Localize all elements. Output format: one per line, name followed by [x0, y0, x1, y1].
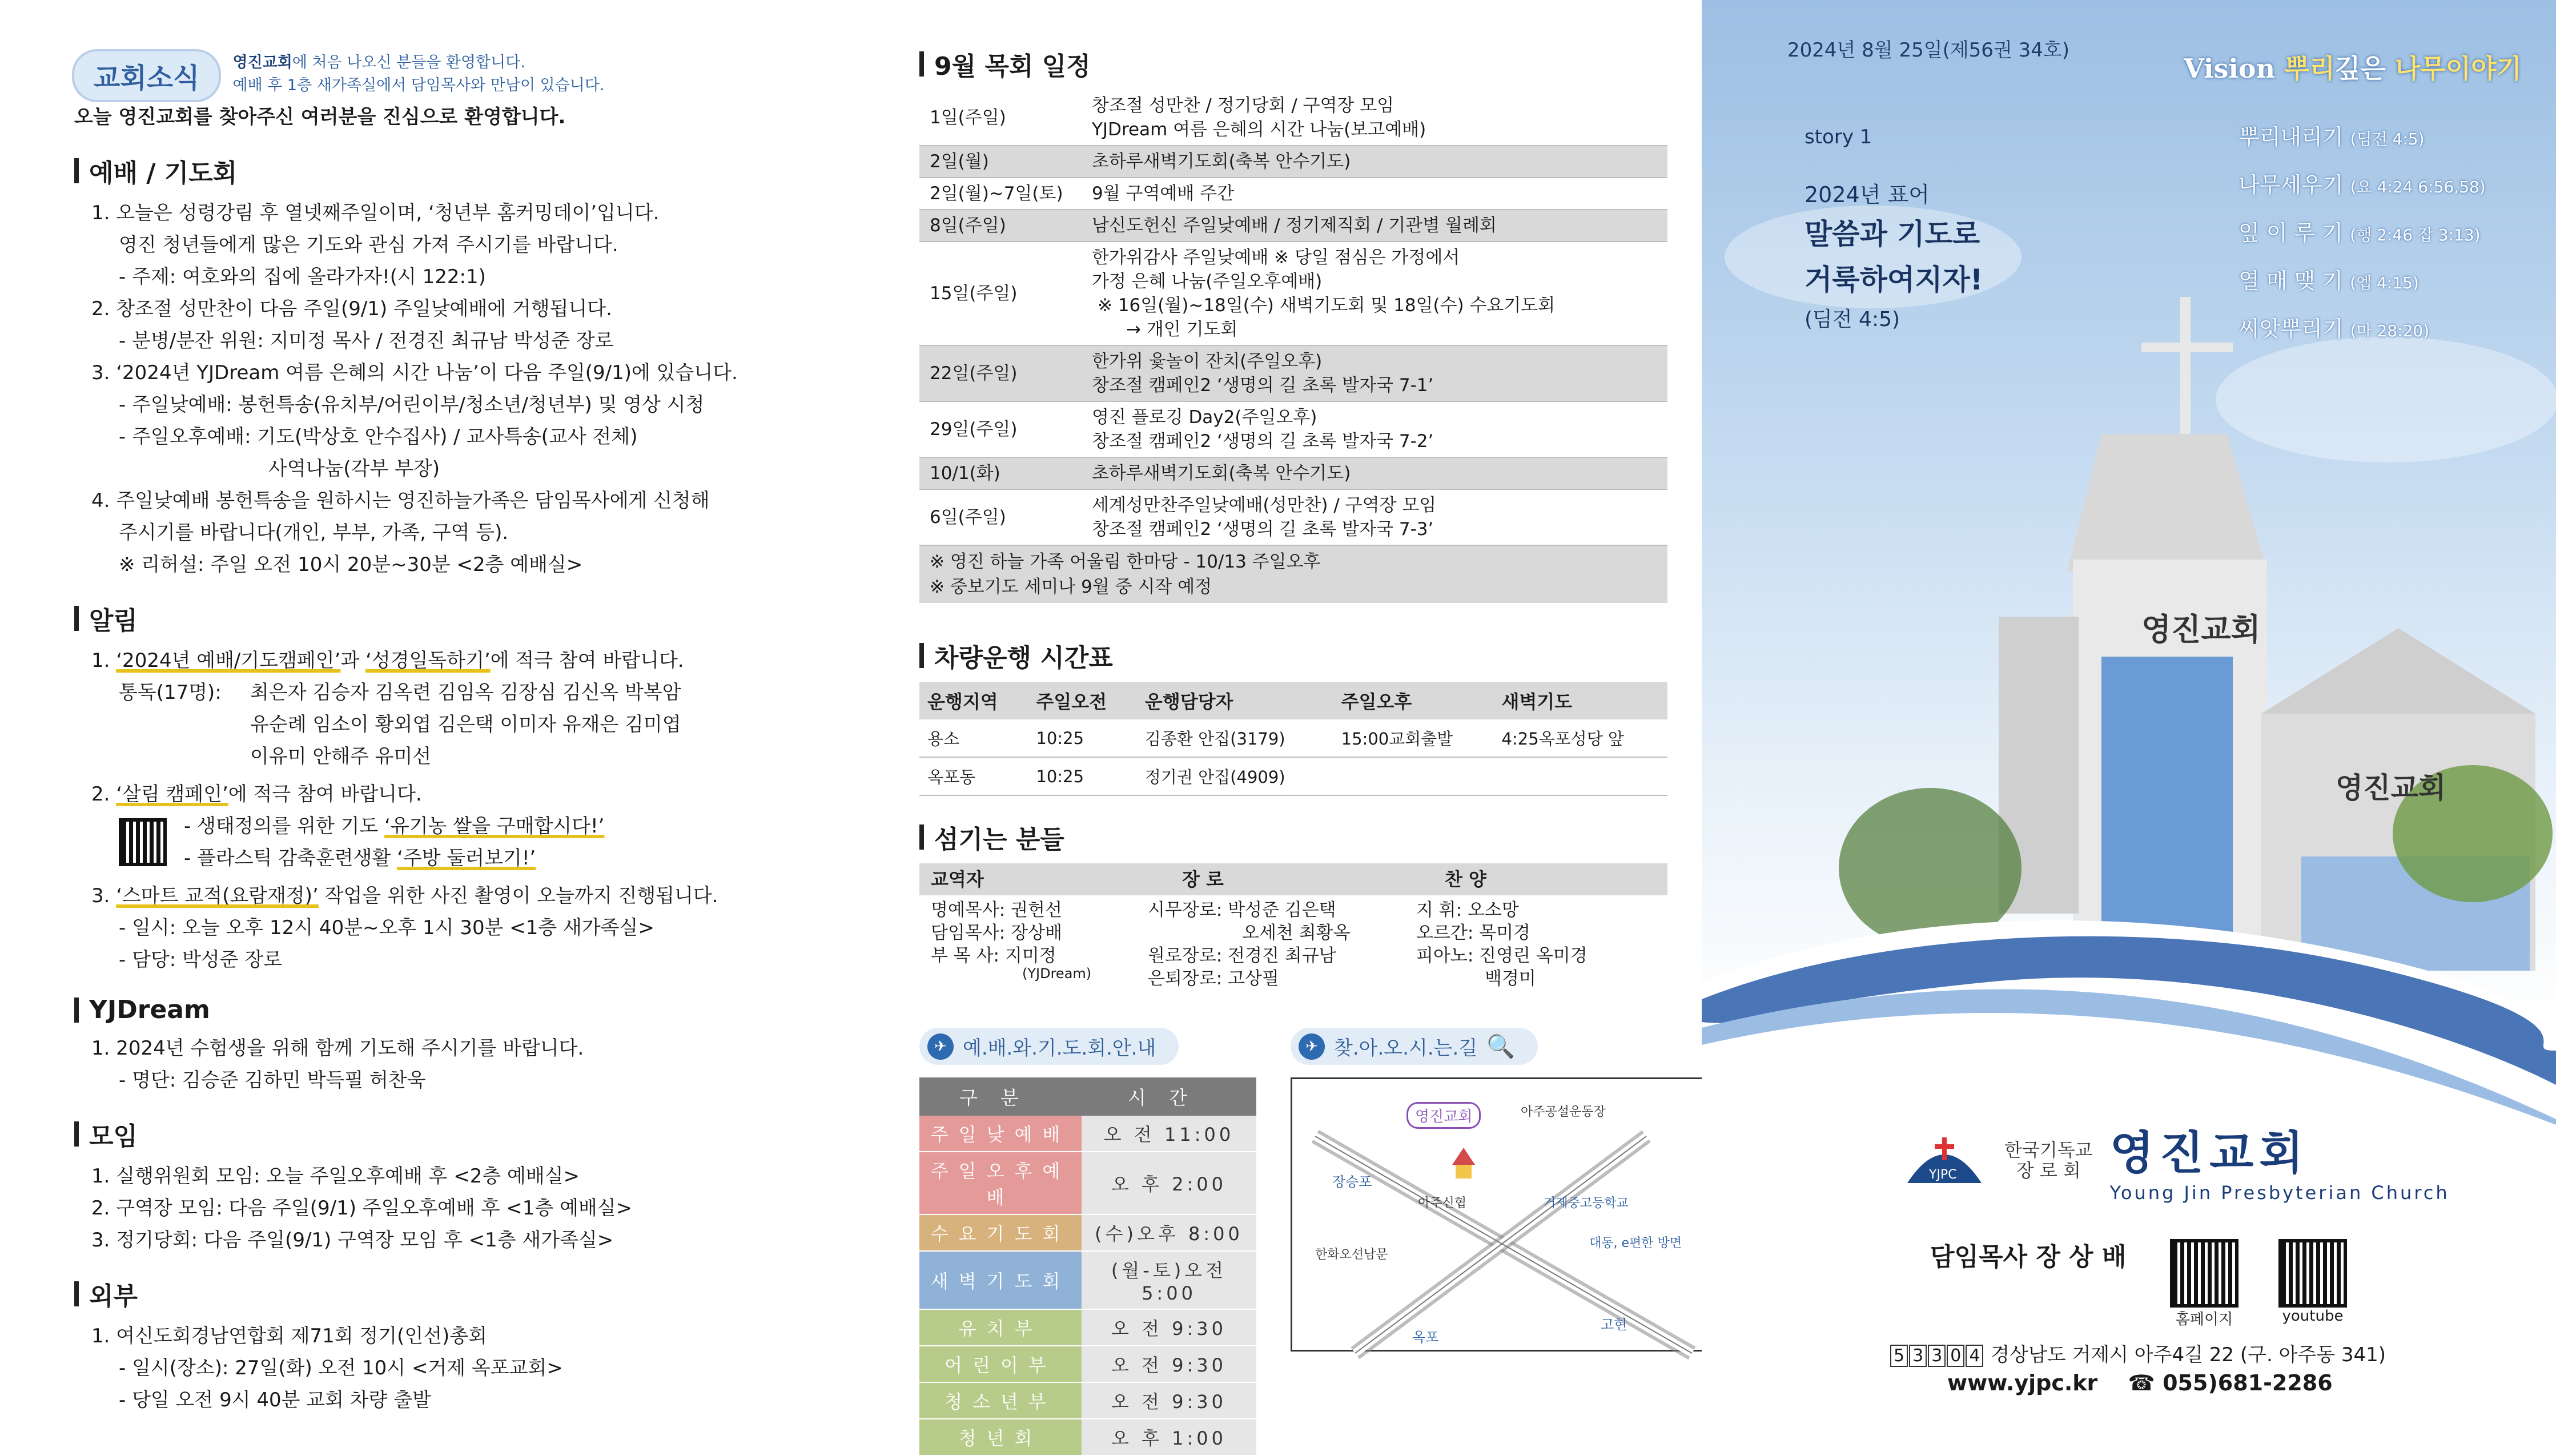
address-text: 경상남도 거제시 아주4길 22 (구. 아주동 341)	[1984, 1344, 2386, 1366]
schedule-event: ※ 16일(월)~18일(수) 새벽기도회 및 18일(수) 수요기도회	[1098, 295, 1556, 316]
schedule-event: 한가위감사 주일낮예배 ※ 당일 점심은 가정에서	[1092, 247, 1460, 268]
schedule-events	[1085, 457, 1667, 489]
map-label: 대동, e편한 방면	[1589, 1236, 1682, 1250]
schedule-table	[919, 90, 1667, 546]
greeting: 오늘 영진교회를 찾아주신 여러분을 진심으로 환영합니다.	[74, 106, 566, 128]
wt-header: 구분	[919, 1077, 1082, 1116]
server-item: 백경미	[1485, 968, 1536, 989]
homepage-qr[interactable]	[2170, 1239, 2238, 1329]
meeting-line: 1. 실행위원회 모임: 오늘 주일오후예배 후 <2층 예배실>	[91, 1165, 580, 1188]
service-name: 새벽기도회	[919, 1251, 1082, 1309]
schedule-event: 창조절 캠페인2 ‘생명의 길 초록 발자국 7-1’	[1092, 375, 1434, 396]
middle-panel	[868, 0, 1702, 1449]
server-item: 오르간: 목미경	[1416, 923, 1530, 943]
qr-label: youtube	[2282, 1308, 2344, 1325]
schedule-event: 창조절 성만찬 / 정기당회 / 구역장 모임	[1092, 95, 1394, 116]
car-cell: 김종환 안집(3179)	[1137, 719, 1333, 757]
table-row	[919, 489, 1667, 545]
worship-line: - 주일오후예배: 기도(박상호 안수집사) / 교사특송(교사 전체)	[119, 425, 638, 448]
schedule-date: 29일(주일)	[919, 401, 1085, 457]
year-motto-label: 2024년 표어	[1805, 182, 1930, 207]
schedule-date: 10/1(화)	[919, 457, 1085, 489]
story-label: story 1	[1805, 126, 1872, 148]
phone-number: ☎ 055)681-2286	[2128, 1370, 2333, 1395]
news-item-1: 1. ‘2024년 예배/기도캠페인’과 ‘성경일독하기’에 적극 참여 바랍니다.	[91, 649, 684, 672]
publication-date: 2024년 8월 25일(제56권 34호)	[1787, 39, 2069, 62]
service-time: 오 전 9:30	[1082, 1346, 1256, 1382]
table-row	[919, 401, 1667, 457]
zip-digit: 5	[1890, 1345, 1908, 1367]
service-name: 청소년부	[919, 1382, 1082, 1419]
schedule-event: 초하루새벽기도회(축복 안수기도)	[1092, 463, 1351, 484]
schedule-event: YJDream 여름 은혜의 시간 나눔(보고예배)	[1092, 119, 1426, 140]
table-row	[919, 210, 1667, 242]
directions-map[interactable]	[1291, 1077, 1713, 1352]
welcome-message	[232, 51, 604, 97]
schedule-event: 세계성만찬주일낮예배(성만찬) / 구역장 모임	[1092, 495, 1437, 516]
motto-line-2: 거룩하여지자!	[1805, 263, 1983, 296]
worship-line: 영진 청년들에게 많은 기도와 관심 가져 주시기를 바랍니다.	[119, 234, 618, 256]
zip-digit: 0	[1947, 1345, 1964, 1367]
denomination: 한국기독교 장 로 회	[2004, 1139, 2093, 1181]
servers-block	[919, 863, 1667, 994]
schedule-title: 9월 목회 일정	[919, 46, 1667, 82]
logo-text: YJPC	[1929, 1167, 1957, 1182]
schedule-events	[1085, 242, 1667, 345]
bottom-info	[919, 1028, 1682, 1456]
table-row	[919, 1214, 1256, 1251]
church-logo	[1902, 1132, 1987, 1189]
table-row	[919, 1419, 1256, 1455]
schedule-events	[1085, 178, 1667, 210]
car-cell	[1333, 757, 1494, 795]
map-label: 아주신협	[1418, 1196, 1467, 1210]
news-item-2: 2. ‘살림 캠페인’에 적극 참여 바랍니다.	[91, 783, 422, 806]
car-table	[919, 682, 1667, 796]
news-item-3: 3. ‘스마트 교적(요람재정)’ 작업을 위한 사진 촬영이 오늘까지 진행됩니다.	[91, 884, 718, 907]
table-row	[919, 90, 1667, 146]
service-time: (월-토)오전 5:00	[1082, 1251, 1256, 1309]
news-item-3-sub: - 담당: 박성준 장로	[119, 948, 283, 971]
zip-digit: 3	[1928, 1345, 1946, 1367]
schedule-note: ※ 중보기도 세미나 9월 중 시작 예정	[930, 577, 1212, 597]
schedule-events	[1085, 401, 1667, 457]
yjdream-line: 1. 2024년 수험생을 위해 함께 기도해 주시기를 바랍니다.	[91, 1037, 584, 1060]
schedule-note: ※ 영진 하늘 가족 어울림 한마당 - 10/13 주일오후	[930, 552, 1321, 572]
car-header: 주일오후	[1333, 682, 1494, 719]
vision-item: 열 매 맺 기 (엡 4:15)	[2238, 268, 2419, 293]
servers-header: 장 로	[1182, 868, 1224, 890]
service-time: 오 전 9:30	[1082, 1382, 1256, 1419]
news-section-title: 알림	[74, 600, 822, 637]
motto-line-1: 말씀과 기도로	[1805, 218, 1980, 251]
worship-line: 1. 오늘은 성령강림 후 열넷째주일이며, ‘청년부 홈커밍데이’입니다.	[91, 202, 660, 224]
external-line: 1. 여신도회경남연합회 제71회 정기(인선)총회	[91, 1325, 488, 1348]
car-header: 운행담당자	[1137, 682, 1333, 719]
readers-names: 최은자 김승자 김옥련 김임옥 김장심 김신옥 박복암	[250, 681, 681, 704]
church-news-badge: 교회소식	[74, 51, 219, 100]
external-line: - 일시(장소): 27일(화) 오전 10시 <거제 옥포교회>	[119, 1357, 563, 1379]
car-cell: 옥포동	[919, 757, 1028, 795]
table-row	[919, 345, 1667, 401]
salim-line-2: - 플라스틱 감축훈련생활 ‘주방 둘러보기!’	[184, 847, 536, 870]
server-item: 은퇴장로: 고상필	[1148, 968, 1279, 989]
service-name: 주일낮예배	[919, 1116, 1082, 1152]
meeting-line: 3. 정기당회: 다음 주일(9/1) 구역장 모임 후 <1층 새가족실>	[91, 1229, 614, 1252]
service-time: 오 전 9:30	[1082, 1309, 1256, 1346]
table-row	[919, 1251, 1256, 1309]
senior-pastor: 담임목사 장 상 배	[1930, 1242, 2127, 1272]
worship-line: 4. 주일낮예배 봉헌특송을 원하시는 영진하늘가족은 담임목사에게 신청해	[91, 489, 710, 512]
servers-header: 교역자	[931, 868, 984, 890]
car-header: 운행지역	[919, 682, 1028, 719]
schedule-event: 남신도헌신 주일낮예배 / 정기제직회 / 기관별 월례회	[1092, 215, 1497, 236]
external-section-title: 외부	[74, 1276, 822, 1312]
readers-label: 통독(17명):	[119, 681, 222, 704]
church-name: 영진교회	[2109, 1127, 2309, 1180]
yjdream-line: - 명단: 김승준 김하민 박득필 허찬욱	[119, 1069, 426, 1092]
schedule-event: → 개인 기도회	[1126, 319, 1238, 340]
schedule-event: 창조절 캠페인2 ‘생명의 길 초록 발자국 7-2’	[1092, 431, 1434, 452]
church-identity	[1902, 1116, 2450, 1204]
church-name-en: Young Jin Presbyterian Church	[2109, 1182, 2450, 1204]
building-sign: 영진교회	[2141, 612, 2261, 647]
schedule-date: 2일(월)~7일(토)	[919, 178, 1085, 210]
schedule-event: 9월 구역예배 주간	[1092, 183, 1235, 204]
car-cell: 4:25옥포성당 앞	[1494, 719, 1667, 757]
plane-icon: ✈	[927, 1033, 954, 1060]
schedule-event: 영진 플로깅 Day2(주일오후)	[1092, 407, 1317, 428]
table-row	[919, 457, 1667, 489]
schedule-date: 6일(주일)	[919, 489, 1085, 545]
service-name: 어린이부	[919, 1346, 1082, 1382]
worship-line: - 주제: 여호와의 집에 올라가자!(시 122:1)	[119, 266, 486, 288]
meeting-line: 2. 구역장 모임: 다음 주일(9/1) 주일오후예배 후 <1층 예배실>	[91, 1197, 633, 1220]
server-item: 오세천 최황옥	[1242, 923, 1351, 943]
qr-code-icon[interactable]	[2170, 1239, 2238, 1308]
server-item: 명예목사: 권헌선	[931, 900, 1062, 920]
server-item: 시무장로: 박성준 김은택	[1148, 900, 1336, 920]
qr-code-icon[interactable]	[119, 818, 167, 866]
vision-roots-list	[2238, 114, 2486, 354]
salim-line-1: - 생태정의를 위한 기도 ‘유기농 쌀을 구매합시다!’	[184, 815, 605, 838]
yjdream-section-title: YJDream	[74, 995, 822, 1024]
worship-line: ※ 리허설: 주일 오전 10시 20분~30분 <2층 예배실>	[119, 553, 583, 576]
car-header: 새벽기도	[1494, 682, 1667, 719]
schedule-events	[1085, 90, 1667, 146]
worship-line: - 주일낮예배: 봉헌특송(유치부/어린이부/청소년/청년부) 및 영상 시청	[119, 393, 705, 416]
schedule-date: 22일(주일)	[919, 345, 1085, 401]
worship-times	[919, 1028, 1256, 1456]
welcome-line1: 에 처음 나오신 분들을 환영합니다.	[292, 54, 525, 71]
schedule-events	[1085, 146, 1667, 178]
news-item-3-sub: - 일시: 오늘 오후 12시 40분~오후 1시 30분 <1층 새가족실>	[119, 916, 654, 939]
servers-title: 섬기는 분들	[919, 819, 1667, 855]
table-row	[919, 178, 1667, 210]
vision-item: 잎 이 루 기 (행 2:46 잡 3:13)	[2238, 220, 2481, 246]
table-row	[919, 719, 1667, 757]
schedule-date: 2일(월)	[919, 146, 1085, 178]
story-block	[1805, 126, 1983, 332]
service-name: 수요기도회	[919, 1214, 1082, 1251]
contact-line	[1947, 1370, 2333, 1395]
worship-section-title: 예배 / 기도회	[74, 152, 822, 189]
table-row	[919, 1382, 1256, 1419]
service-name: 청년회	[919, 1419, 1082, 1455]
schedule-date: 8일(주일)	[919, 210, 1085, 242]
server-item: 원로장로: 전경진 최규남	[1148, 946, 1336, 966]
readers-block	[74, 677, 822, 773]
schedule-event: 창조절 캠페인2 ‘생명의 길 초록 발자국 7-3’	[1092, 519, 1434, 540]
schedule-event: 가정 은혜 나눔(주일오후예배)	[1092, 271, 1323, 292]
table-row	[919, 1116, 1256, 1152]
cover-panel	[1702, 0, 2556, 1429]
directions	[1291, 1028, 1713, 1456]
server-item: 지 휘: 오소망	[1416, 900, 1519, 920]
road-map	[1292, 1079, 1715, 1353]
readers-names: 유순례 임소이 황외엽 김은택 이미자 유재은 김미엽	[250, 713, 681, 736]
worship-line: 주시기를 바랍니다(개인, 부부, 가족, 구역 등).	[119, 521, 509, 544]
worship-line: 사역나눔(각부 부장)	[268, 457, 440, 480]
vision-item: 뿌리내리기 (딤전 4:5)	[2238, 124, 2425, 150]
schedule-notes	[919, 546, 1667, 603]
car-cell: 15:00교회출발	[1333, 719, 1494, 757]
worship-times-title: ✈ 예.배.와.기.도.회.안.내	[919, 1028, 1179, 1065]
table-row	[919, 1346, 1256, 1382]
zip-digit: 3	[1909, 1345, 1927, 1367]
readers-names: 이유미 안해주 유미선	[250, 745, 432, 768]
schedule-date: 1일(주일)	[919, 90, 1085, 146]
table-row	[919, 757, 1667, 795]
car-cell: 정기권 안집(4909)	[1137, 757, 1333, 795]
address	[1890, 1339, 2386, 1367]
vision-item: 씨앗뿌리기 (마 28:20)	[2238, 316, 2430, 341]
table-row	[919, 146, 1667, 178]
meeting-section-title: 모임	[74, 1116, 822, 1152]
plane-icon: ✈	[1299, 1033, 1325, 1060]
server-item: (YJDream)	[1022, 966, 1092, 982]
map-label: 장승포	[1332, 1174, 1372, 1190]
motto-reference: (딤전 4:5)	[1805, 308, 1900, 331]
server-item: 담임목사: 장상배	[931, 923, 1062, 943]
worship-line: 2. 창조절 성만찬이 다음 주일(9/1) 주일낮예배에 거행됩니다.	[91, 297, 612, 320]
schedule-events	[1085, 489, 1667, 545]
car-header: 주일오전	[1028, 682, 1136, 719]
server-item: 부 목 사: 지미정	[931, 946, 1056, 966]
map-label: 아주공설운동장	[1521, 1105, 1606, 1119]
vision-item: 나무세우기 (요 4:24 6:56,58)	[2238, 172, 2486, 198]
service-name: 주일오후예배	[919, 1152, 1082, 1214]
zip-digit: 4	[1966, 1345, 1983, 1367]
service-time: 오 후 2:00	[1082, 1152, 1256, 1214]
table-row	[919, 242, 1667, 345]
map-label: 옥포	[1412, 1329, 1439, 1345]
news-header	[74, 51, 822, 100]
service-time: 오 후 1:00	[1082, 1419, 1256, 1455]
welcome-line2: 예배 후 1층 새가족실에서 담임목사와 만남이 있습니다.	[232, 77, 605, 94]
car-cell: 10:25	[1028, 719, 1136, 757]
schedule-event: 초하루새벽기도회(축복 안수기도)	[1092, 151, 1351, 172]
directions-title: ✈ 찾.아.오.시.는.길 🔍	[1291, 1028, 1538, 1065]
map-label: 고현	[1601, 1317, 1627, 1333]
qr-label: 홈페이지	[2175, 1311, 2233, 1328]
car-cell: 10:25	[1028, 757, 1136, 795]
schedule-event: 한가위 윷놀이 잔치(주일오후)	[1092, 351, 1323, 372]
worship-line: 3. ‘2024년 YJDream 여름 은혜의 시간 나눔’이 다음 주일(9/1)에 있습니다.	[91, 361, 738, 384]
service-name: 유치부	[919, 1309, 1082, 1346]
wt-header: 시간	[1082, 1077, 1256, 1116]
salim-campaign	[74, 810, 822, 874]
youtube-qr[interactable]	[2278, 1239, 2347, 1329]
car-cell: 용소	[919, 719, 1028, 757]
car-cell	[1494, 757, 1667, 795]
vision-title: Vision 뿌리깊은 나무이야기	[2184, 53, 2522, 84]
server-item: 피아노: 진영린 옥미경	[1416, 946, 1588, 966]
worship-times-table	[919, 1077, 1256, 1456]
qr-code-icon[interactable]	[2278, 1239, 2347, 1308]
schedule-date: 15일(주일)	[919, 242, 1085, 345]
service-time: 오 전 11:00	[1082, 1116, 1256, 1152]
table-row	[919, 1309, 1256, 1346]
left-panel	[0, 0, 868, 1429]
schedule-events	[1085, 210, 1667, 242]
map-label: 거제중고등학교	[1544, 1196, 1629, 1210]
welcome-church-name: 영진교회	[232, 54, 292, 71]
building-sign-2: 영진교회	[2336, 771, 2446, 805]
car-title: 차량운행 시간표	[919, 637, 1667, 674]
website-link[interactable]: www.yjpc.kr	[1947, 1370, 2098, 1395]
servers-header: 찬 양	[1445, 868, 1486, 890]
map-church-label: 영진교회	[1406, 1102, 1481, 1129]
schedule-events	[1085, 345, 1667, 401]
service-time: (수)오후 8:00	[1082, 1214, 1256, 1251]
external-line: - 당일 오전 9시 40분 교회 차량 출발	[119, 1389, 431, 1411]
map-label: 한화오션남문	[1315, 1248, 1388, 1262]
magnifier-icon: 🔍	[1486, 1033, 1515, 1060]
worship-line: - 분병/분잔 위원: 지미정 목사 / 전경진 최규남 박성준 장로	[119, 329, 614, 352]
qr-codes	[2170, 1239, 2347, 1329]
table-row	[919, 1152, 1256, 1214]
